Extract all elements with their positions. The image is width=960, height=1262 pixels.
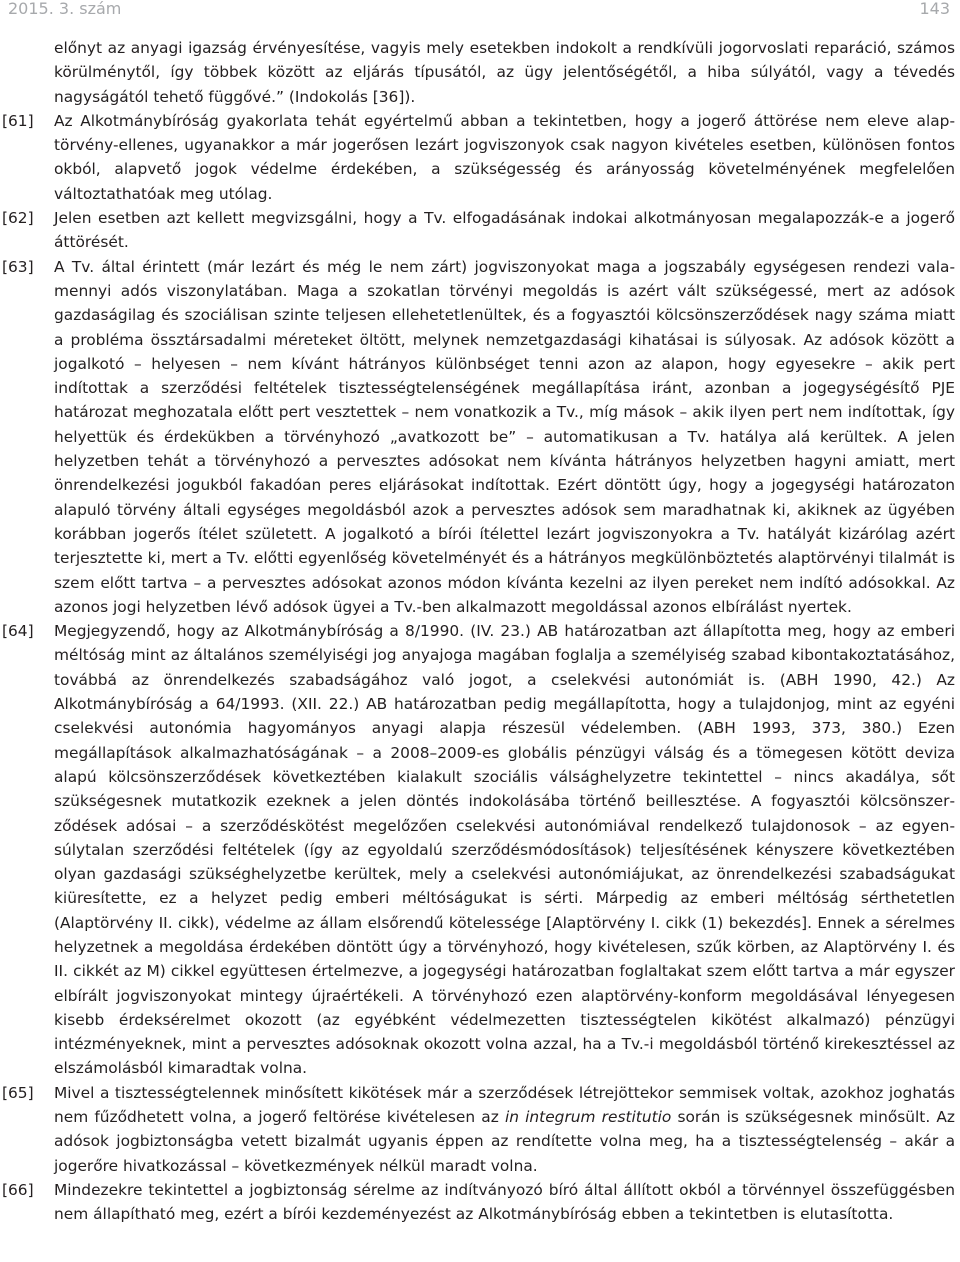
paragraph-text: A Tv. által érintett (már lezárt és még le nem zárt) jogviszonyokat maga a jogszabály egységesen rendezi valamennyi adós viszonylatában. Maga a szokatlan törvényi megoldás is azért vált szükségessé, mert az adósok gazdaságilag és szociálisan szinte teljesen ellehetetlenültek, és a fogyasztói kölcsönszerződések nagy száma miatt a probléma össztársadalmi méreteket öltött, melynek nemzetgazdasági kihatásai is súlyosak. Az adósok között a jogalkotó – helyesen – nem kívánt hátrányos különbséget tenni azon az alapon, hogy egyesekre – akik pert indítottak a szerződési feltételek tisztességtelenségének megállapítása iránt, azonban a jogegységésítő PJE határozat meghozatala előtt pert vesztettek – nem vonatkozik a Tv., míg mások – akik ilyen pert nem indítottak, így helyettük és érdekükben a törvényhozó „avatkozott be” – automatikusan a Tv. hatálya alá kerültek. A jelen helyzetben tehát a törvényhozó a pervesztes adósokat nem kívánta hátrányos helyzetben hagyni amiatt, mert önrendelkezési jogukból fakadóan peres eljárásokat indítottak. Ezért döntött úgy, hogy a jogegységi határozaton alapuló törvény általi egységes megoldásból azok a pervesztes adósok sem maradhatnak ki, akiknek az ügyében korábban jogerős ítélet született. A jogalkotó a bírói ítélettel lezárt jogviszonyokra a Tv. hatályát kizárólag azért terjesztette ki, mert a Tv. előtti egyenlőség követelményét és a hátrányos megkülönböztetés alaptörvényi tilalmát is szem előtt tartva – a pervesztes adósokat azonos módon kívánta kezelni az ilyen pereket nem indító adósokkal. Az azonos jogi helyzetben lévő adósok ügyei a Tv.-ben alkalmazott megoldással azonos elbírálást nyertek. — [54, 257, 955, 616]
paragraph-text: Megjegyzendő, hogy az Alkotmánybíróság a 8/1990. (IV. 23.) AB határozatban azt állapította meg, hogy az emberi méltóság mint az általános személyiségi jog anyajoga magában foglalja a személyiség szabad kibontakoztatásához, továbbá az önrendelkezés szabadságához való jogot, a cselekvési autonómiát is. (ABH 1990, 42.) Az Alkotmánybíróság a 64/1993. (XII. 22.) AB határozatban pedig megállapította, hogy a tulajdonjog, mint az egyéni cselekvési autonómia hagyományos anyagi alapja részesül védelemben. (ABH 1993, 373, 380.) Ezen megállapítások alkalmazhatóságának – a 2008–2009-es globális pénzügyi válság és a tömegesen kötött deviza alapú kölcsönszerződések következtében kialakult szociális válsághelyzetre tekintettel – nincs akadálya, sőt szükségesnek mutatkozik ezeknek a jelen döntés indokolásába történő beillesztése. A fogyasztói kölcsönszerződések adósai – a szerződéskötést megelőzően cselekvési autonómiával rendelkező tulajdonosok – az egyensúlytalan szerződési feltételek (így az egyoldalú szerződésmódosítások) teljesítésének kényszere következtében olyan gazdasági szükséghelyzetbe kerültek, mely a cselekvési autonómiájukat, az önrendelkezési szabadságukat kiüresítette, ez a helyzet pedig emberi méltóságukat is sérti. Márpedig az emberi méltóság sérthetetlen (Alaptörvény II. cikk), védelme az állam elsőrendű kötelessége [Alaptörvény I. cikk (1) bekezdés]. Ennek a sérelmes helyzetnek a megoldása érdekében döntött úgy a törvényhozó, hogy kivételesen, szűk körben, az Alaptörvény I. és II. cikkét az M) cikkel együttesen értelmezve, a jogegységi határozatban foglaltakat szem előtt tartva a már egyszer elbírált jogviszonyokat mintegy újraértékeli. A törvényhozó ezen alaptörvény-konform megoldásával lényegesen kisebb érdeksérelmet okozott (az egyébként védelmezetten tisztességtelen kikötést alkalmazó) pénzügyi intézményeknek, mint a pervesztes adósoknak okozott volna azzal, ha a Tv.-i megoldásból történő kirekesztéssel az elszámolásból kimaradtak volna. — [54, 622, 955, 1078]
body-text — [0, 36, 955, 1227]
paragraph-64 — [0, 619, 955, 1081]
latin-term: in integrum restitutio — [504, 1108, 672, 1127]
paragraph-text: Mindezekre tekintettel a jogbiztonság sérelme az indítványozó bíró által állított okból a törvénnyel összefüggésben nem állapítható meg, ezért a bírói kezdeményezést az Alkotmánybíróság ebben a tekintetben is elutasította. — [54, 1180, 955, 1224]
paragraph-text-part: Mivel a tisztességtelennek minősített kikötések már a szerződések létrejöttekor semmisek voltak, azokhoz joghatás nem fűződhetett volna, a jogerő feltörése kivételesen az — [54, 1083, 955, 1127]
page-number: 143 — [919, 0, 950, 18]
paragraph-number: [61] — [2, 111, 34, 130]
paragraph-text: Jelen esetben azt kellett megvizsgálni, hogy a Tv. elfogadásának indokai alkotmányosan megalapozzák-e a jogerő áttörését. — [54, 209, 955, 252]
paragraph-62 — [0, 206, 955, 255]
paragraph-63 — [0, 255, 955, 619]
paragraph-65 — [0, 1081, 955, 1178]
paragraph-text: előnyt az anyagi igazság érvényesítése, vagyis mely esetekben indokolt a rendkívüli jogorvoslati reparáció, számos körülménytől, így többek között az eljárás típusától, az ügy jelentőségétől, a hiba súlyától, vagy a tévedés nagyságától tehető függővé.” (Indokolás [36]). — [54, 39, 955, 106]
paragraph-text: Az Alkotmánybíróság gyakorlata tehát egyértelmű abban a tekintetben, hogy a jogerő áttörése nem eleve alaptörvény-ellenes, ugyanakkor a már jogerősen lezárt jogviszonyok csak nagyon kivételes esetben, különösen fontos okból, alapvető jogok védelme érdekében, a szükségesség és arányosság követelményének megfelelően változtathatóak meg utólag. — [54, 111, 955, 203]
page-header — [8, 0, 950, 22]
paragraph-continuation — [0, 36, 955, 109]
paragraph-text-part: során is szükségesnek minősült. Az adósok jogbiztonságba vetett bizalmát ugyanis éppen az rendítette volna meg, ha a tisztességtelenség – akár a jogerőre hivatkozással – következmények nélkül maradt volna. — [54, 1108, 955, 1175]
issue-label: 2015. 3. szám — [8, 0, 122, 18]
paragraph-number: [62] — [2, 209, 34, 228]
paragraph-number: [64] — [2, 622, 34, 641]
paragraph-66 — [0, 1178, 955, 1227]
paragraph-number: [66] — [2, 1180, 34, 1199]
paragraph-number: [63] — [2, 257, 34, 276]
paragraph-text — [54, 1081, 955, 1178]
paragraph-number: [65] — [2, 1083, 34, 1102]
paragraph-61 — [0, 109, 955, 206]
